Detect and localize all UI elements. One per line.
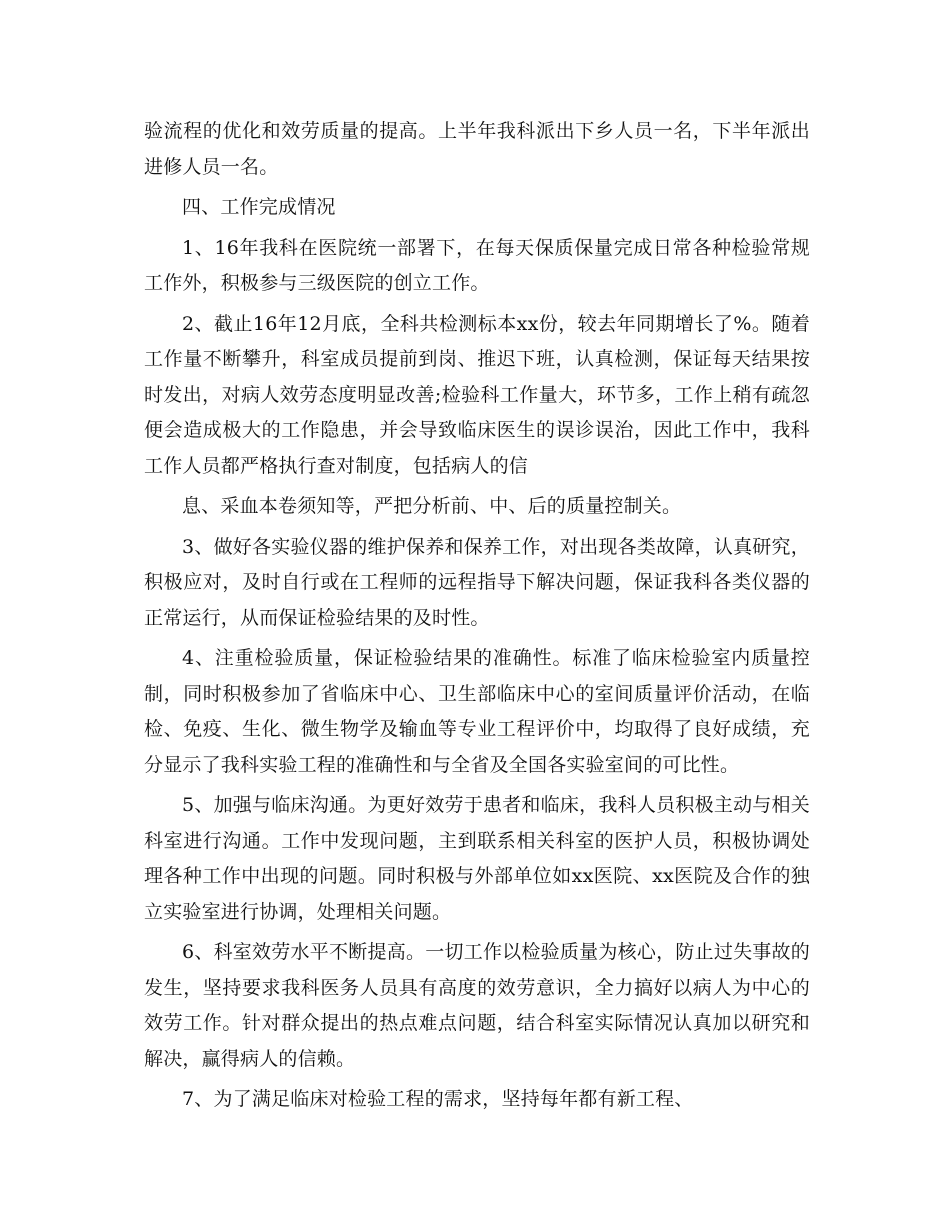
paragraph-item-2-continued: 息、采血本卷须知等，严把分析前、中、后的质量控制关。 [182, 495, 682, 517]
paragraph-continuation: 验流程的优化和效劳质量的提高。上半年我科派出下乡人员一名，下半年派出进修人员一名。 [144, 120, 810, 178]
document-body [144, 114, 810, 1123]
paragraph-item-5: 5、加强与临床沟通。为更好效劳于患者和临床，我科人员积极主动与相关科室进行沟通。工作中发现问题，主到联系相关科室的医护人员，积极协调处理各种工作中出现的问题。同时积极与外部单位如xx医院、xx医院及合作的独立实验室进行协调，处理相关问题。 [144, 794, 810, 923]
paragraph-item-7: 7、为了满足临床对检验工程的需求，坚持每年都有新工程、 [182, 1088, 694, 1110]
paragraph-item-2: 2、截止16年12月底，全科共检测标本xx份，较去年同期增长了%。随着工作量不断攀升，科室成员提前到岗、推迟下班，认真检测，保证每天结果按时发出，对病人效劳态度明显改善;检验科工作量大，环节多，工作上稍有疏忽便会造成极大的工作隐患，并会导致临床医生的误诊误治，因此工作中，我科工作人员都严格执行查对制度，包括病人的信 [144, 312, 810, 477]
paragraph-item-4: 4、注重检验质量，保证检验结果的准确性。标准了临床检验室内质量控制，同时积极参加了省临床中心、卫生部临床中心的室间质量评价活动，在临检、免疫、生化、微生物学及输血等专业工程评价中，均取得了良好成绩，充分显示了我科实验工程的准确性和与全省及全国各实验室间的可比性。 [144, 647, 810, 776]
section-heading: 四、工作完成情况 [182, 196, 336, 218]
paragraph-item-3: 3、做好各实验仪器的维护保养和保养工作，对出现各类故障，认真研究，积极应对，及时自行或在工程师的远程指导下解决问题，保证我科各类仪器的正常运行，从而保证检验结果的及时性。 [144, 535, 810, 629]
paragraph-item-6: 6、科室效劳水平不断提高。一切工作以检验质量为核心，防止过失事故的发生，坚持要求我科医务人员具有高度的效劳意识，全力搞好以病人为中心的效劳工作。针对群众提出的热点难点问题，结合科室实际情况认真加以研究和解决，赢得病人的信赖。 [144, 941, 810, 1070]
paragraph-item-1: 1、16年我科在医院统一部署下，在每天保质保量完成日常各种检验常规工作外，积极参与三级医院的创立工作。 [144, 236, 810, 294]
